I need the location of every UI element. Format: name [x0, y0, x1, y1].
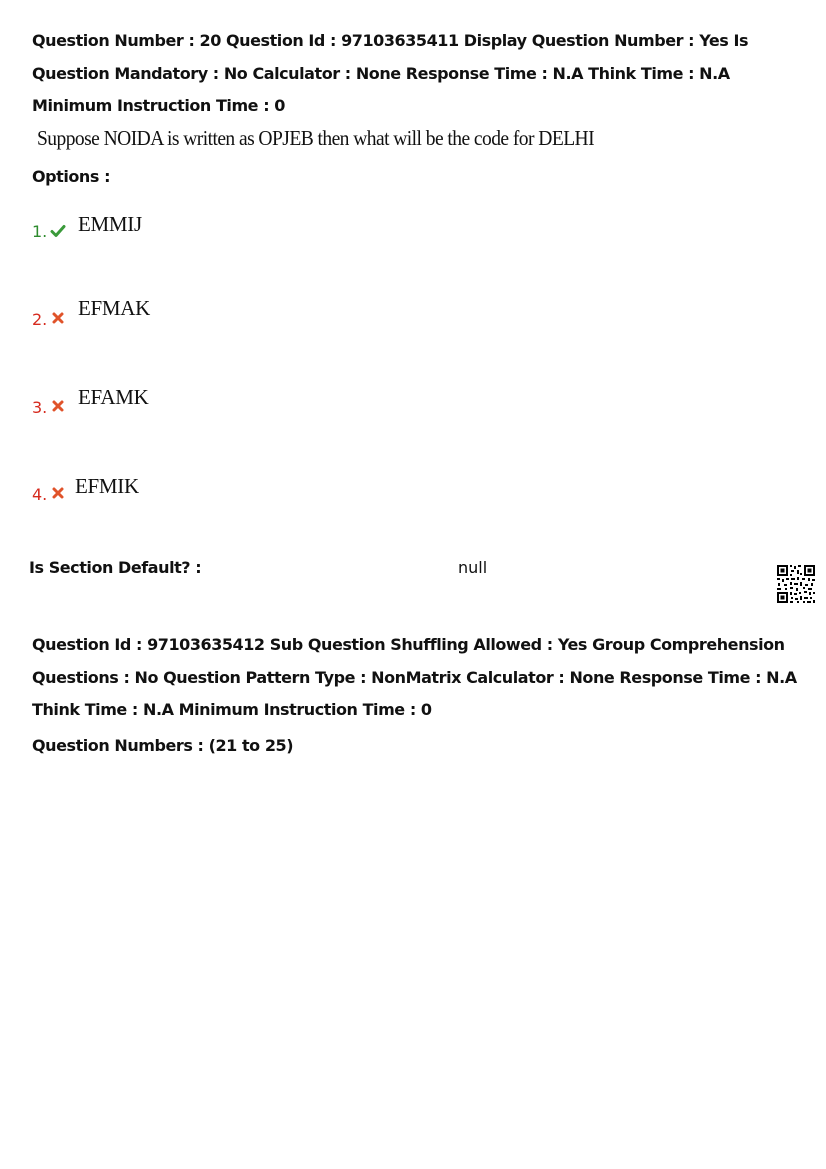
question-group-metadata: Question Id : 97103635412 Sub Question Shuffling Allowed : Yes Group Comprehension Questions : No Question Pattern Type : NonMatrix Calculator : None Response Time : N.A Think Time : N.A Minimum Instruction Time : 0: [32, 635, 797, 719]
section-default-value: null: [458, 558, 488, 577]
options-label: Options :: [32, 167, 111, 186]
cross-icon: [50, 485, 66, 501]
option-1-number: 1.: [32, 222, 48, 241]
option-4-number: 4.: [32, 485, 48, 504]
qr-code-icon: [776, 564, 816, 604]
question-numbers: Question Numbers : (21 to 25): [32, 736, 294, 755]
option-4-text: EFMIK: [75, 474, 139, 498]
check-icon: [50, 223, 66, 239]
cross-icon: [50, 310, 66, 326]
cross-icon: [50, 398, 66, 414]
question-text: Suppose NOIDA is written as OPJEB then what will be the code for DELHI: [37, 126, 595, 150]
option-2-number: 2.: [32, 310, 48, 329]
section-default-label: Is Section Default? :: [29, 558, 202, 577]
option-3-text: EFAMK: [78, 385, 149, 409]
option-2-text: EFMAK: [78, 296, 151, 320]
option-3-number: 3.: [32, 398, 48, 417]
option-1-text: EMMIJ: [78, 212, 142, 236]
question-metadata: Question Number : 20 Question Id : 97103635411 Display Question Number : Yes Is Question Mandatory : No Calculator : None Response Time : N.A Think Time : N.A Minimum Instruction Time : 0: [32, 31, 749, 115]
